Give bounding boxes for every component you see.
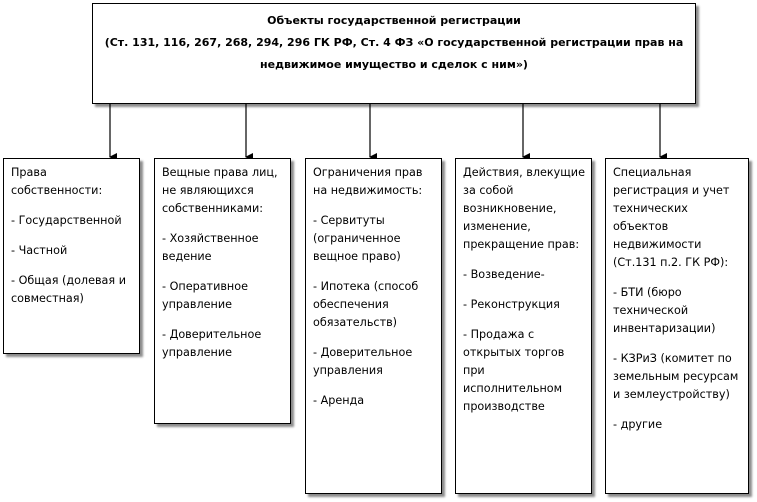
ownership-rights-box	[3, 158, 140, 354]
real-rights-box	[154, 158, 291, 424]
list-item: - КЗРиЗ (комитет по земельным ресурсам и землеустройству)	[613, 352, 739, 401]
header-subtitle: (Ст. 131, 116, 267, 268, 294, 296 ГК РФ, Ст. 4 ФЗ «О государственной регистрации прав на недвижимое имущество и сделок с ним»)	[104, 36, 684, 71]
column-title: Действия, влекущие за собой возникновение, изменение, прекращение прав:	[463, 166, 585, 251]
restrictions-box	[305, 158, 442, 494]
column-title: Специальная регистрация и учет технических объектов недвижимости (Ст.131 п.2. ГК РФ):	[613, 166, 730, 269]
list-item: - Доверительное управление	[162, 328, 262, 359]
list-item: - Доверительное управления	[313, 346, 413, 377]
list-item: - БТИ (бюро технической инвентаризации)	[613, 286, 716, 335]
list-item: - Аренда	[313, 394, 365, 407]
column-title: Ограничения прав на недвижимость:	[313, 166, 423, 197]
list-item: - Оперативное управление	[162, 280, 248, 311]
list-item: - Возведение-	[463, 268, 545, 281]
header-box	[92, 3, 696, 104]
list-item: - Государственной	[11, 214, 122, 227]
column-title: Права собственности:	[11, 166, 103, 197]
column-title: Вещные права лиц, не являющихся собственниками:	[162, 166, 278, 215]
list-item: - Хозяйственное ведение	[162, 232, 259, 263]
list-item: - Ипотека (способ обеспечения обязательств)	[313, 280, 419, 329]
list-item: - Продажа с открытых торгов при исполнительном производстве	[463, 328, 565, 413]
list-item: - Реконструкция	[463, 298, 560, 311]
list-item: - другие	[613, 418, 663, 431]
special-registration-box	[605, 158, 749, 494]
list-item: - Общая (долевая и совместная)	[11, 274, 126, 305]
header-title: Объекты государственной регистрации	[267, 14, 521, 27]
list-item: - Сервитуты (ограниченное вещное право)	[313, 214, 401, 263]
list-item: - Частной	[11, 244, 68, 257]
actions-box	[455, 158, 592, 494]
